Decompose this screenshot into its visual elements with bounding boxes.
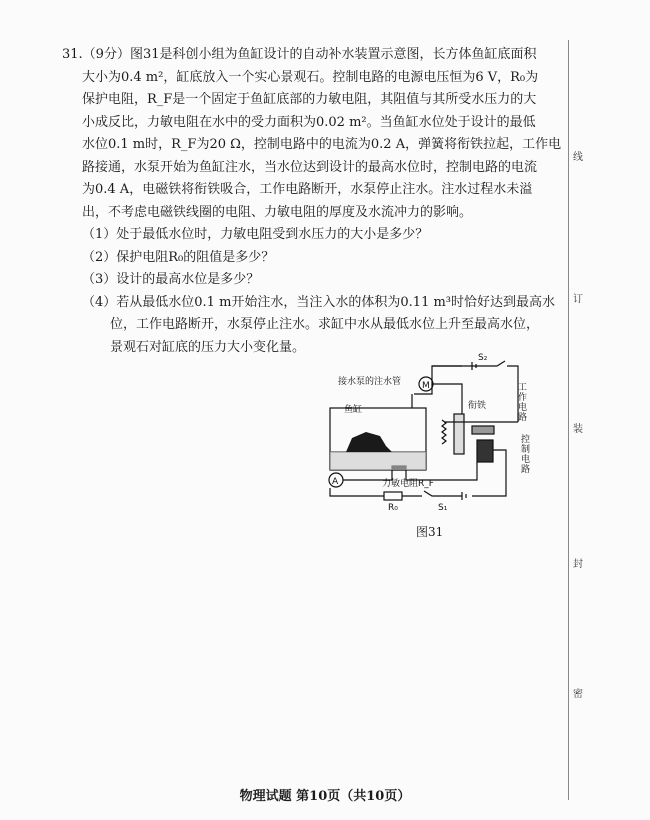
tank-label: 鱼缸	[344, 405, 363, 415]
stem-line: 为0.4 A，电磁铁将衔铁吸合，工作电路断开，水泵停止注水。注水过程水未溢	[82, 182, 533, 197]
sub-question-3: （3）设计的最高水位是多少？	[82, 272, 260, 287]
stem-line: 大小为0.4 m²，缸底放入一个实心景观石。控制电路的电源电压恒为6 V，R₀为	[82, 69, 539, 85]
pipe-label: 接水泵的注水管	[338, 377, 402, 387]
sensor-label: 力敏电阻R_F	[382, 479, 434, 489]
relay-post	[454, 414, 464, 454]
margin-char: 封	[573, 559, 583, 570]
sub-questions	[62, 224, 562, 359]
binding-line	[568, 40, 569, 800]
stem-line: 出，不考虑电磁铁线圈的电阻、力敏电阻的厚度及水流冲力的影响。	[82, 204, 473, 220]
margin-char: 订	[573, 294, 583, 305]
control-wire-left	[330, 488, 384, 496]
sub-question-4-cont: 景观石对缸底的压力大小变化量。	[110, 339, 306, 355]
water	[330, 452, 426, 470]
sub-question-4: （4）若从最低水位0.1 m开始注水，当注入水的体积为0.11 m³时恰好达到最高水	[82, 294, 556, 310]
sub-question-4-cont: 位，工作电路断开，水泵停止注水。求缸中水从最低水位上升至最高水位，	[110, 317, 540, 332]
circuit-figure	[322, 353, 532, 530]
stem-line: 31.（9分）图31是科创小组为鱼缸设计的自动补水装置示意图，长方体鱼缸底面积	[62, 47, 537, 62]
control-circuit-label: 控制电路	[521, 435, 531, 475]
margin-char: 线	[573, 152, 583, 163]
question-stem	[62, 44, 562, 224]
stem-line: 水位0.1 m时，R_F为20 Ω，控制电路中的电流为0.2 A，弹簧将衔铁拉起，工作电	[82, 137, 562, 152]
r0-label: R₀	[388, 503, 398, 513]
resistor-r0	[384, 492, 402, 500]
sub-question-2: （2）保护电阻R₀的阻值是多少？	[82, 249, 275, 265]
s1-label: S₁	[438, 503, 448, 513]
sub-question-1: （1）处于最低水位时，力敏电阻受到水压力的大小是多少？	[82, 227, 429, 242]
page-footer: 物理试题 第10页（共10页）	[239, 789, 411, 804]
armature-label: 衔铁	[468, 401, 487, 411]
question-31	[62, 44, 562, 359]
ammeter-label: A	[332, 477, 339, 487]
switch-s1	[424, 491, 462, 496]
side-labels	[516, 382, 530, 475]
motor-label: M	[422, 381, 430, 391]
stem-line: 小成反比，力敏电阻在水中的受力面积为0.02 m²。当鱼缸水位处于设计的最低	[82, 114, 536, 130]
work-circuit-label: 工作电路	[516, 382, 526, 421]
work-wire-motor	[433, 384, 462, 414]
stem-line: 路接通，水泵开始为鱼缸注水，当水位达到设计的最高水位时，控制电路的电流	[82, 159, 538, 175]
spring	[442, 420, 446, 444]
margin-char: 密	[573, 689, 583, 700]
electromagnet	[477, 440, 493, 462]
armature	[472, 426, 494, 434]
stem-line: 保护电阻，R_F是一个固定于鱼缸底部的力敏电阻，其阻值与其所受水压力的大	[82, 92, 537, 107]
figure-caption: 图31	[416, 525, 444, 539]
s2-label: S₂	[478, 353, 488, 363]
landscape-rock	[346, 432, 392, 452]
margin-char: 装	[573, 424, 583, 435]
